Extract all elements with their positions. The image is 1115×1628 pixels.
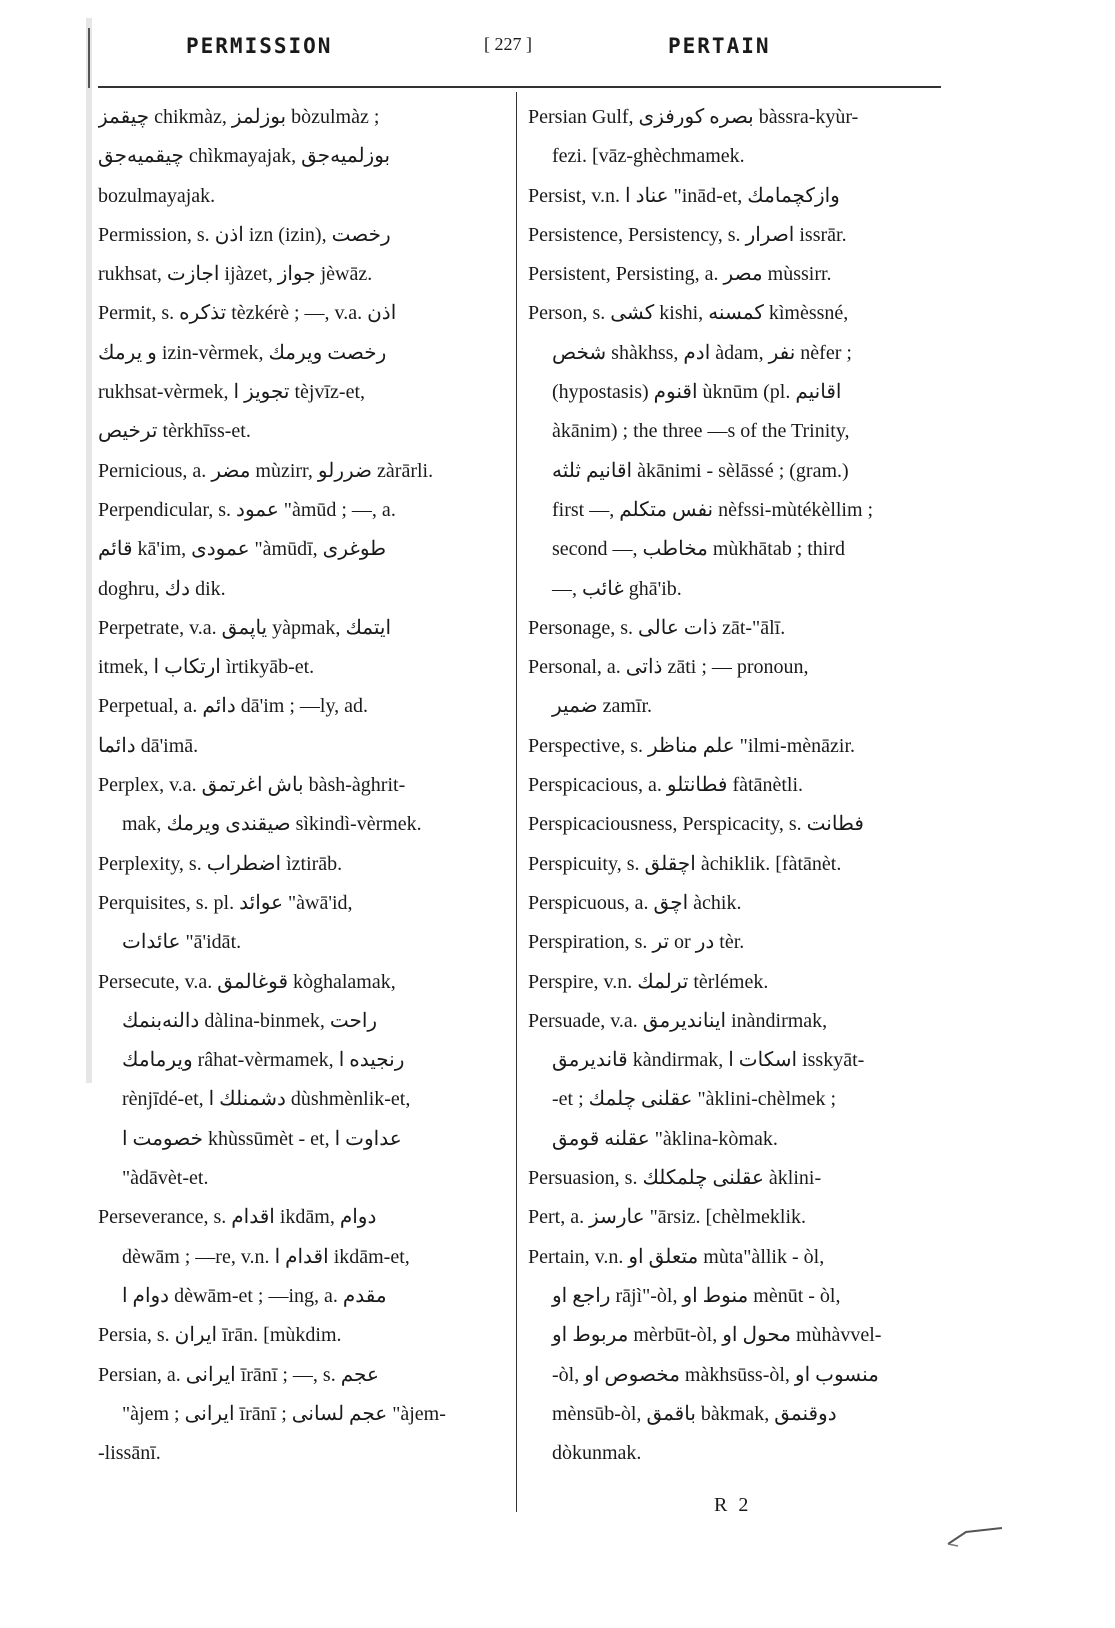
dictionary-line: شخص shàkhss, ادم àdam, نفر nèfer ;	[552, 341, 852, 364]
page-edge	[86, 18, 92, 1083]
dictionary-line: dèwām ; —re, v.n. اقدام ا ikdām-et,	[122, 1245, 410, 1268]
dictionary-line: second —, مخاطب mùkhātab ; third	[552, 538, 846, 561]
dictionary-line: ويرمامك râhat-vèrmamek, رنجيده ا	[122, 1049, 405, 1072]
dictionary-line: دالنه‌بنمك dàlina-binmek, راحت	[122, 1009, 378, 1032]
dictionary-line: دوام ا dèwām-et ; —ing, a. مقدم	[122, 1284, 387, 1307]
dictionary-line: Perspire, v.n. ترلمك tèrlémek.	[528, 970, 769, 993]
dictionary-line: mènsūb-òl, باقمق bàkmak, دوقنمق	[552, 1402, 837, 1425]
dictionary-line: rukhsat-vèrmek, تجويز ا tèjvīz-et,	[98, 381, 366, 404]
dictionary-line: ضمير zamīr.	[552, 695, 653, 718]
dictionary-line: Permission, s. اذن izn (izin), رخصت	[98, 223, 391, 246]
dictionary-line: Perspiration, s. تر or در tèr.	[528, 931, 745, 954]
dictionary-line: bozulmayajak.	[98, 184, 216, 207]
dictionary-line: dòkunmak.	[552, 1442, 642, 1465]
dictionary-line: Pernicious, a. مضر mùzirr, ضررلو zàrārli.	[98, 459, 434, 482]
header-left-word: PERMISSION	[186, 34, 333, 58]
dictionary-line: اقانيم ثلثه àkānimi - sèlāssé ; (gram.)	[552, 459, 849, 482]
dictionary-line: Persistence, Persistency, s. اصرار issrār.	[528, 223, 847, 246]
page-header	[98, 34, 948, 70]
dictionary-line: rènjīdé-et, دشمنلك ا dùshmènlik-et,	[122, 1088, 411, 1111]
dictionary-line: راجع او rājì"-òl, منوط او mènūt - òl,	[552, 1284, 841, 1307]
page-number: [ 227 ]	[484, 34, 532, 54]
dictionary-line: Perplex, v.a. باش اغرتمق bàsh-àghrit-	[98, 774, 406, 797]
dictionary-line: Perpetual, a. دائم dā'im ; —ly, ad.	[98, 695, 369, 718]
dictionary-line: Perspicuity, s. اچقلق àchiklik. [fàtānèt.	[528, 852, 842, 875]
dictionary-line: Perspicacious, a. فطانتلو fàtānètli.	[528, 774, 804, 797]
dictionary-line: Persecute, v.a. قوغالمق kòghalamak,	[98, 970, 396, 993]
signature-mark: R 2	[714, 1494, 752, 1516]
dictionary-line: چيقمز chikmàz, بوزلمز bòzulmàz ;	[98, 106, 380, 128]
dictionary-line: خصومت ا khùssūmèt - et, عداوت ا	[122, 1127, 402, 1150]
left-column	[98, 98, 508, 1473]
dictionary-line: Persian Gulf, بصره كورفزى bàssra-kyùr-	[528, 106, 859, 128]
dictionary-line: Pertain, v.n. متعلق او mùta"àllik - òl,	[528, 1245, 825, 1268]
dictionary-line: "àdāvèt-et.	[122, 1167, 209, 1190]
right-column	[528, 98, 940, 1473]
dictionary-line: -et ; عقلنى چلمك "àklini-chèlmek ;	[552, 1088, 837, 1111]
dictionary-line: Permit, s. تذكره tèzkérè ; —, v.a. اذن	[98, 302, 397, 325]
dictionary-line: Persuade, v.a. اينانديرمق inàndirmak,	[528, 1009, 828, 1032]
dictionary-line: قائم kā'im, عمودى "àmūdī, طوغرى	[98, 538, 387, 561]
dictionary-line: Personage, s. ذات عالى zāt-"ālī.	[528, 616, 786, 639]
header-rule	[98, 86, 941, 88]
dictionary-line: doghru, دك dik.	[98, 577, 226, 600]
dictionary-line: first —, نفس متكلم nèfssi-mùtékèllim ;	[552, 498, 874, 521]
dictionary-line: Perspicaciousness, Perspicacity, s. فطانت	[528, 813, 864, 836]
dictionary-line: چيقميه‌جق chìkmayajak, بوزلميه‌جق	[98, 145, 391, 168]
dictionary-line: -lissānī.	[98, 1442, 161, 1465]
dictionary-line: Pert, a. عارسز "ārsiz. [chèlmeklik.	[528, 1206, 807, 1229]
dictionary-line: Persistent, Persisting, a. مصر mùssirr.	[528, 263, 832, 286]
dictionary-line: "àjem ; ايرانى īrānī ; عجم لسانى "àjem-	[122, 1402, 446, 1425]
dictionary-line: دائما dā'imā.	[98, 734, 199, 757]
dictionary-line: Person, s. كشى kishi, كمسنه kìmèssné,	[528, 302, 849, 325]
column-divider	[516, 92, 517, 1512]
dictionary-line: Persist, v.n. عناد ا "inād-et, وازكچمامك	[528, 184, 840, 207]
dictionary-line: و يرمك izin-vèrmek, رخصت ويرمك	[98, 341, 387, 364]
dictionary-line: Persian, a. ايرانى īrānī ; —, s. عجم	[98, 1363, 379, 1386]
dictionary-line: قانديرمق kàndirmak, اسكات ا isskyāt-	[552, 1049, 865, 1072]
page-edge-mark	[88, 28, 90, 88]
dictionary-line: عقلنه قومق "àklina-kòmak.	[552, 1127, 778, 1150]
dictionary-line: -òl, مخصوص او màkhsūss-òl, منسوب او	[552, 1363, 879, 1386]
dictionary-line: Perplexity, s. اضطراب ìztirāb.	[98, 852, 343, 875]
dictionary-line: Perpetrate, v.a. ياپمق yàpmak, ايتمك	[98, 616, 392, 639]
dictionary-line: Perspicuous, a. اچق àchik.	[528, 891, 742, 914]
dictionary-line: Perseverance, s. اقدام ikdām, دوام	[98, 1206, 377, 1229]
dictionary-line: (hypostasis) اقنوم ùknūm (pl. اقانيم	[552, 381, 842, 404]
dictionary-line: Persia, s. ايران īrān. [mùkdim.	[98, 1324, 342, 1347]
dictionary-line: Perquisites, s. pl. عوائد "àwā'id,	[98, 891, 353, 914]
dictionary-line: rukhsat, اجازت ijàzet, جواز jèwāz.	[98, 263, 373, 286]
dictionary-line: عائدات "ā'idāt.	[122, 931, 242, 954]
header-right-word: PERTAIN	[668, 34, 771, 58]
dictionary-line: mak, صيقندى ويرمك sìkindì-vèrmek.	[122, 813, 422, 836]
dictionary-line: Personal, a. ذاتى zāti ; — pronoun,	[528, 656, 809, 679]
dictionary-line: Persuasion, s. عقلنى چلمكلك àklini-	[528, 1167, 822, 1190]
page-corner-mark	[946, 1518, 1004, 1548]
dictionary-line: fezi. [vāz-ghèchmamek.	[552, 145, 745, 168]
dictionary-line: ترخيص tèrkhīss-et.	[98, 420, 251, 443]
dictionary-line: àkānim) ; the three —s of the Trinity,	[552, 420, 850, 443]
dictionary-line: —, غائب ghā'ib.	[552, 577, 682, 600]
dictionary-line: مربوط او mèrbūt-òl, محول او mùhàvvel-	[552, 1324, 882, 1347]
dictionary-line: itmek, ارتكاب ا ìrtikyāb-et.	[98, 656, 315, 679]
dictionary-line: Perpendicular, s. عمود "àmūd ; —, a.	[98, 498, 396, 521]
dictionary-line: Perspective, s. علم مناظر "ilmi-mènāzir.	[528, 734, 856, 757]
